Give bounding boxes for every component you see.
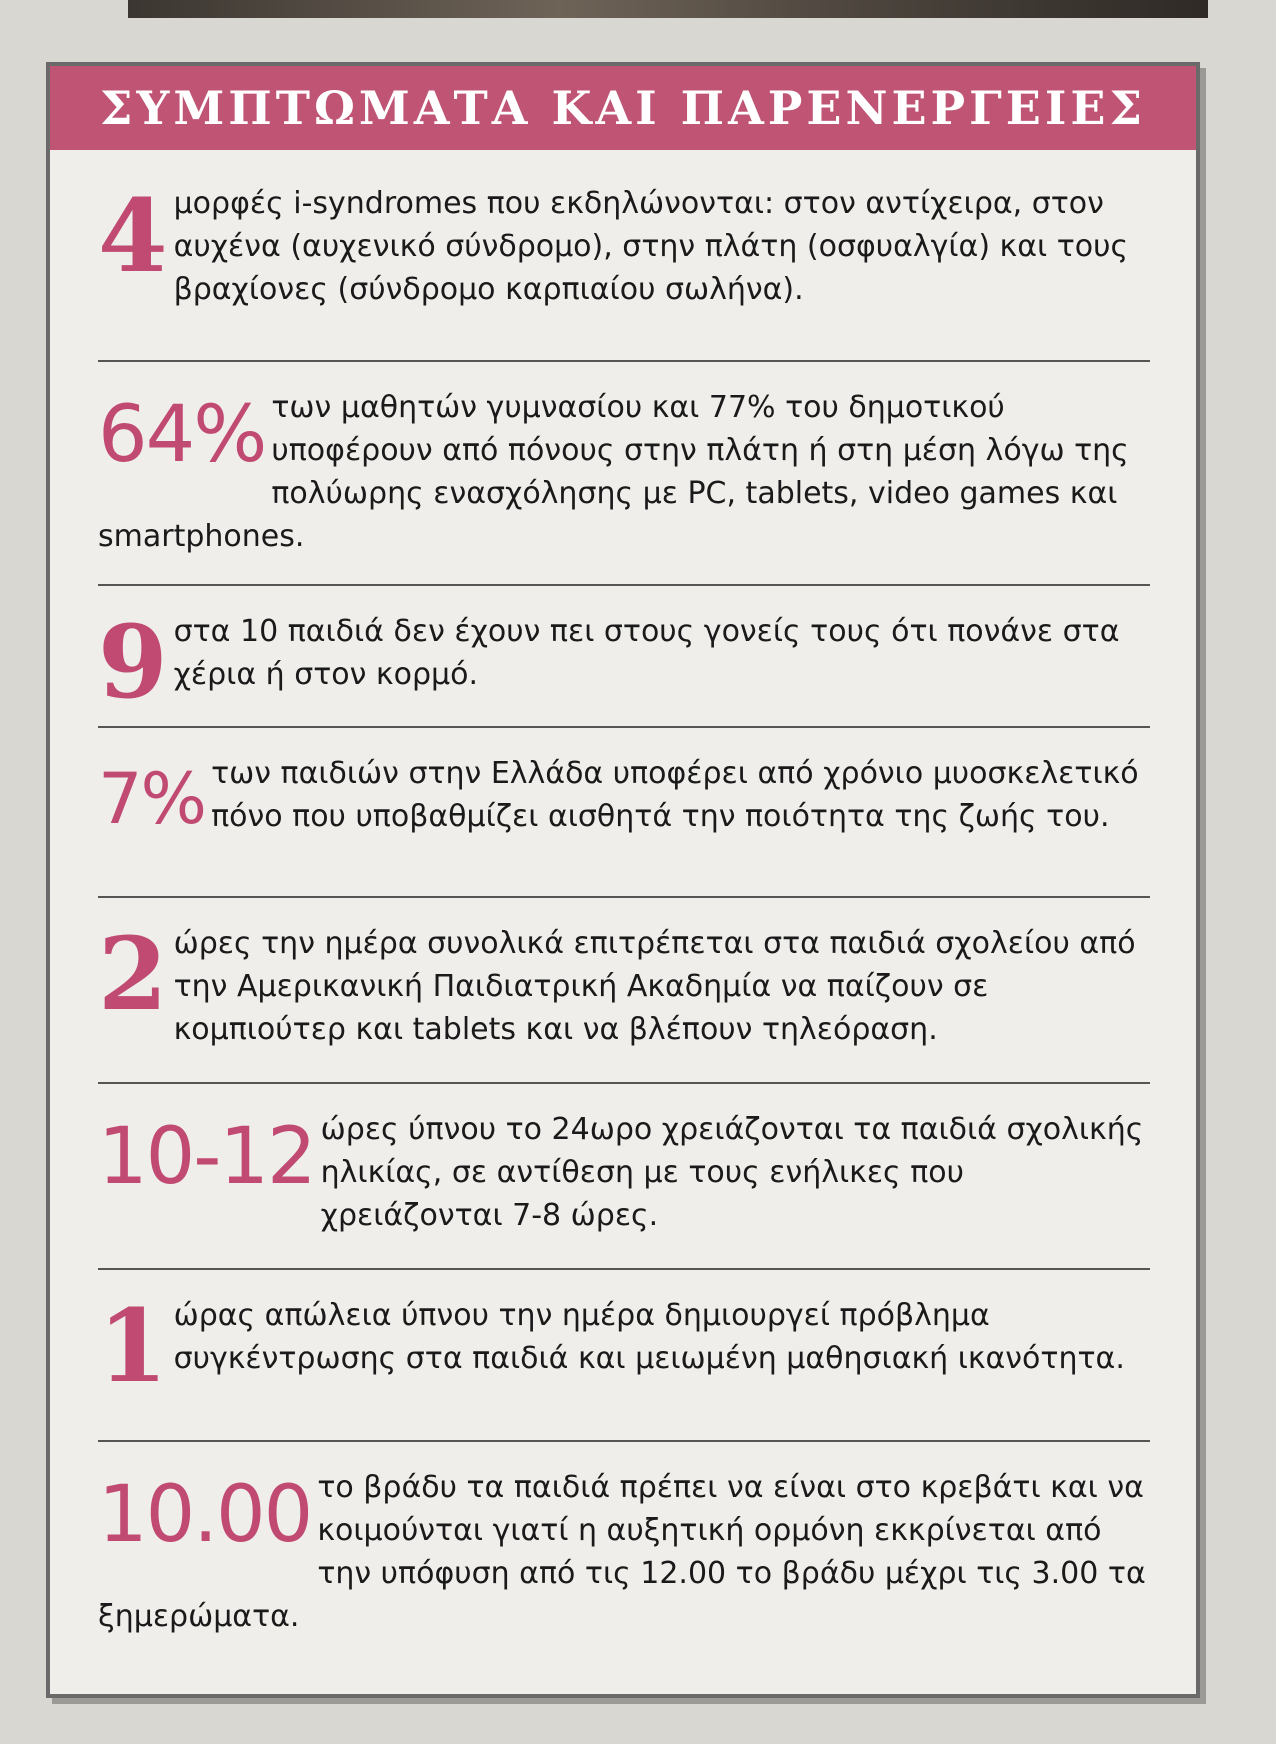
fact-item xyxy=(98,177,1150,311)
sidebar-box xyxy=(46,62,1200,1698)
separator xyxy=(98,726,1150,728)
fact-number: 64% xyxy=(98,390,266,480)
fact-number: 7% xyxy=(98,758,206,840)
fact-item xyxy=(98,386,1150,558)
box-header xyxy=(50,66,1196,150)
separator xyxy=(98,360,1150,362)
fact-number: 9 xyxy=(98,603,168,721)
fact-item xyxy=(98,752,1150,838)
fact-item xyxy=(98,915,1150,1051)
fact-item xyxy=(98,1466,1150,1638)
fact-text: μορφές i-syndromes που εκδηλώνονται: στον αντίχειρα, στον αυχένα (αυχενικό σύνδρομο), στην πλάτη (οσφυαλγία) και τους βραχίονες (σύνδρομο καρπιαίου σωλήνα). xyxy=(173,186,1129,307)
separator xyxy=(98,1440,1150,1442)
fact-number: 1 xyxy=(98,1287,168,1405)
photo-edge xyxy=(128,0,1208,18)
separator xyxy=(98,1082,1150,1084)
fact-number: 4 xyxy=(98,177,168,295)
fact-text: το βράδυ τα παιδιά πρέπει να είναι στο κρεβάτι και να κοιμούνται γιατί η αυξητική ορμόνη εκκρίνεται από την υπόφυση από τις 12.00 το βράδυ μέχρι τις 3.00 τα ξημερώματα. xyxy=(98,1470,1146,1634)
separator xyxy=(98,584,1150,586)
fact-item xyxy=(98,1108,1150,1237)
fact-number: 2 xyxy=(98,915,168,1033)
separator xyxy=(98,896,1150,898)
fact-text: ώρες ύπνου το 24ωρο χρειάζονται τα παιδιά σχολικής ηλικίας, σε αντίθεση με τους ενήλικες που χρειάζονται 7-8 ώρες. xyxy=(320,1112,1144,1233)
fact-item xyxy=(98,1287,1150,1405)
fact-text: ώρας απώλεια ύπνου την ημέρα δημιουργεί πρόβλημα συγκέντρωσης στα παιδιά και μειωμένη μαθησιακή ικανότητα. xyxy=(173,1298,1125,1376)
separator xyxy=(98,1268,1150,1270)
fact-item xyxy=(98,603,1150,721)
fact-text: των παιδιών στην Ελλάδα υποφέρει από χρόνιο μυοσκελετικό πόνο που υποβαθμίζει αισθητά την ποιότητα της ζωής του. xyxy=(211,756,1139,834)
box-title: ΣΥΜΠΤΩΜΑΤΑ ΚΑΙ ΠΑΡΕΝΕΡΓΕΙΕΣ xyxy=(100,81,1146,135)
fact-text: στα 10 παιδιά δεν έχουν πει στους γονείς τους ότι πονάνε στα χέρια ή στον κορμό. xyxy=(173,614,1120,692)
fact-text: των μαθητών γυμνασίου και 77% του δημοτικού υποφέρουν από πόνους στην πλάτη ή στη μέση λόγω της πολύωρης ενασχόλησης με PC, tablets, video games και smartphones. xyxy=(98,390,1129,554)
fact-text: ώρες την ημέρα συνολικά επιτρέπεται στα παιδιά σχολείου από την Αμερικανική Παιδιατρική Ακαδημία να παίζουν σε κομπιούτερ και tablets και να βλέπουν τηλεόραση. xyxy=(173,926,1136,1047)
fact-number: 10.00 xyxy=(98,1470,312,1560)
fact-number: 10-12 xyxy=(98,1112,315,1202)
